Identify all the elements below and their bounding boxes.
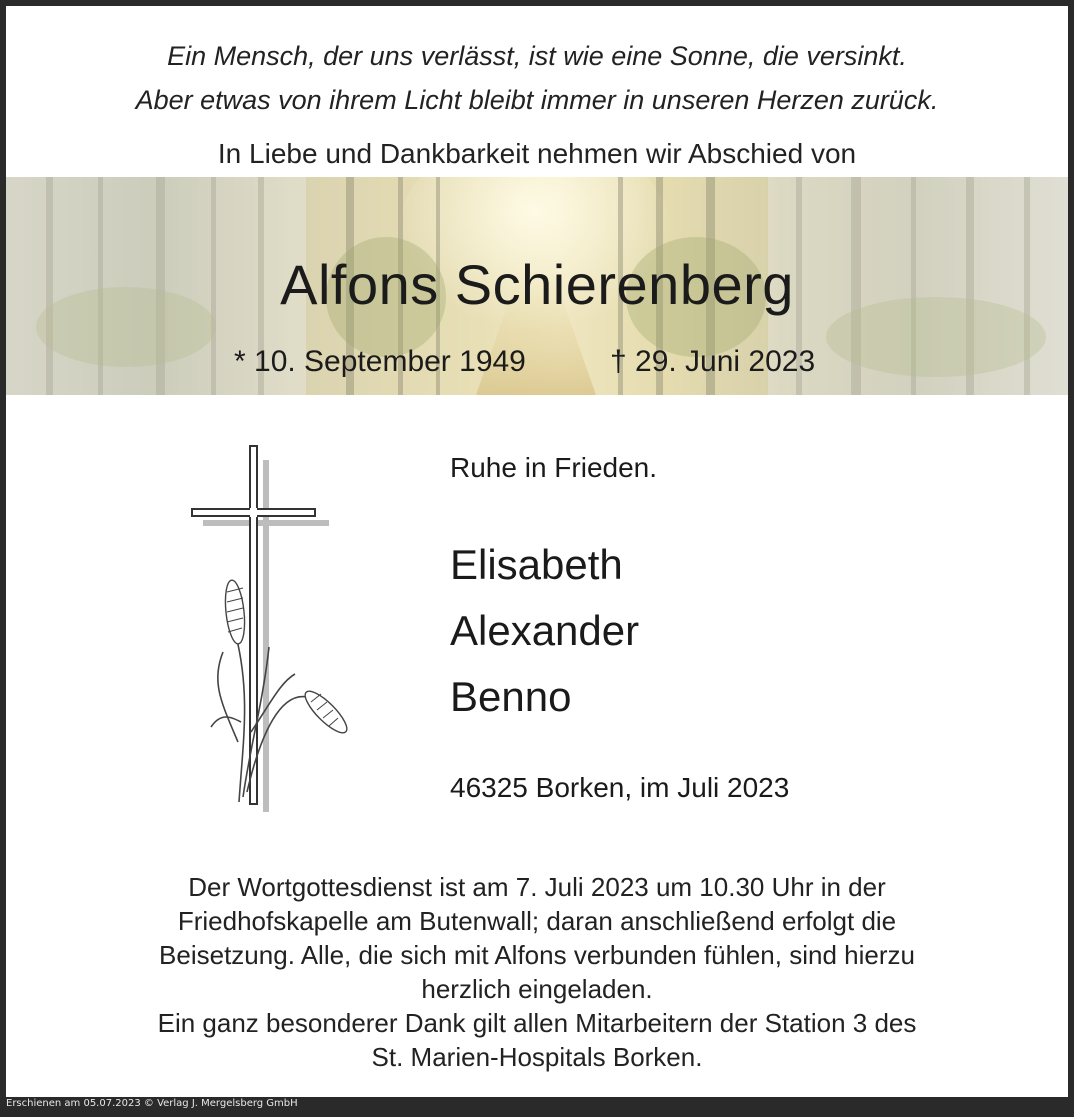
cross-with-wheat-icon (181, 442, 361, 822)
birth-date: * 10. September 1949 (234, 345, 526, 378)
service-line: herzlich eingeladen. (421, 974, 653, 1004)
service-line: Friedhofskapelle am Butenwall; daran anschließend erfolgt die (177, 906, 897, 936)
memorial-quote (6, 34, 1068, 122)
service-line: Der Wortgottesdienst ist am 7. Juli 2023 um 10.30 Uhr in der (188, 872, 886, 902)
publication-footer: Erschienen am 05.07.2023 © Verlag J. Mergelsberg GmbH (6, 1098, 298, 1109)
service-line: St. Marien-Hospitals Borken. (371, 1042, 703, 1072)
service-line: Beisetzung. Alle, die sich mit Alfons verbunden fühlen, sind hierzu (159, 940, 915, 970)
forest-banner (6, 177, 1068, 395)
death-date: † 29. Juni 2023 (610, 345, 816, 378)
deceased-name: Alfons Schierenberg (280, 253, 794, 316)
quote-line: Aber etwas von ihrem Licht bleibt immer in unseren Herzen zurück. (135, 85, 939, 115)
service-line: Ein ganz besonderer Dank gilt allen Mitarbeitern der Station 3 des (157, 1008, 917, 1038)
place-date: 46325 Borken, im Juli 2023 (450, 772, 790, 803)
family-member: Elisabeth (450, 541, 623, 588)
service-announcement (6, 870, 1068, 1074)
intro-text: In Liebe und Dankbarkeit nehmen wir Abschied von (217, 138, 857, 169)
family-member: Benno (450, 673, 572, 720)
farewell-text: Ruhe in Frieden. (450, 452, 658, 483)
quote-line: Ein Mensch, der uns verlässt, ist wie eine Sonne, die versinkt. (167, 41, 907, 71)
family-member: Alexander (450, 607, 640, 654)
obituary-notice (6, 6, 1068, 1097)
family-names (450, 532, 639, 730)
